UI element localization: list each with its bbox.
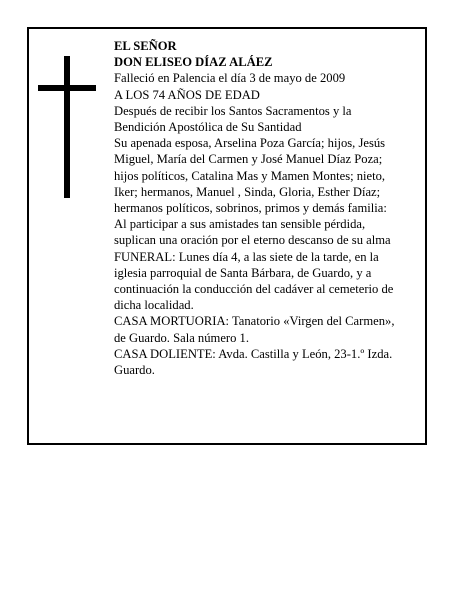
notice-line: hermanos políticos, sobrinos, primos y demás familia: [114,201,387,216]
cross-vertical-bar [64,56,70,198]
notice-line: continuación la conducción del cadáver al cemeterio de [114,282,394,297]
notice-line: dicha localidad. [114,298,194,313]
notice-line: suplican una oración por el eterno descanso de su alma [114,233,391,248]
notice-line: Guardo. [114,363,155,378]
deceased-name: DON ELISEO DÍAZ ALÁEZ [114,55,273,70]
notice-line: FUNERAL: Lunes día 4, a las siete de la tarde, en la [114,249,379,264]
deceased-honorific: EL SEÑOR [114,39,177,53]
notice-line: Falleció en Palencia el día 3 de mayo de 2009 [114,71,346,86]
notice-line: Miguel, María del Carmen y José Manuel Díaz Poza; [114,152,383,167]
notice-line: CASA DOLIENTE: Avda. Castilla y León, 23-1.º Izda. [114,346,393,361]
notice-line: CASA MORTUORIA: Tanatorio «Virgen del Carmen», [114,314,395,329]
cross-icon [38,56,96,198]
notice-line: iglesia parroquial de Santa Bárbara, de Guardo, y a [114,265,372,280]
notice-line: Al participar a sus amistades tan sensible pérdida, [114,217,366,232]
notice-line: Bendición Apostólica de Su Santidad [114,120,302,135]
notice-line: Su apenada esposa, Arselina Poza García; hijos, Jesús [114,136,386,151]
notice-line: de Guardo. Sala número 1. [114,330,249,345]
notice-line: A LOS 74 AÑOS DE EDAD [114,87,260,102]
notice-line: Iker; hermanos, Manuel , Sinda, Gloria, Esther Díaz; [114,184,381,199]
cross-horizontal-bar [38,85,96,91]
notice-line: hijos políticos, Catalina Mas y Mamen Montes; nieto, [114,168,386,183]
obituary-text [114,38,426,378]
notice-line: Después de recibir los Santos Sacramentos y la [114,103,352,118]
